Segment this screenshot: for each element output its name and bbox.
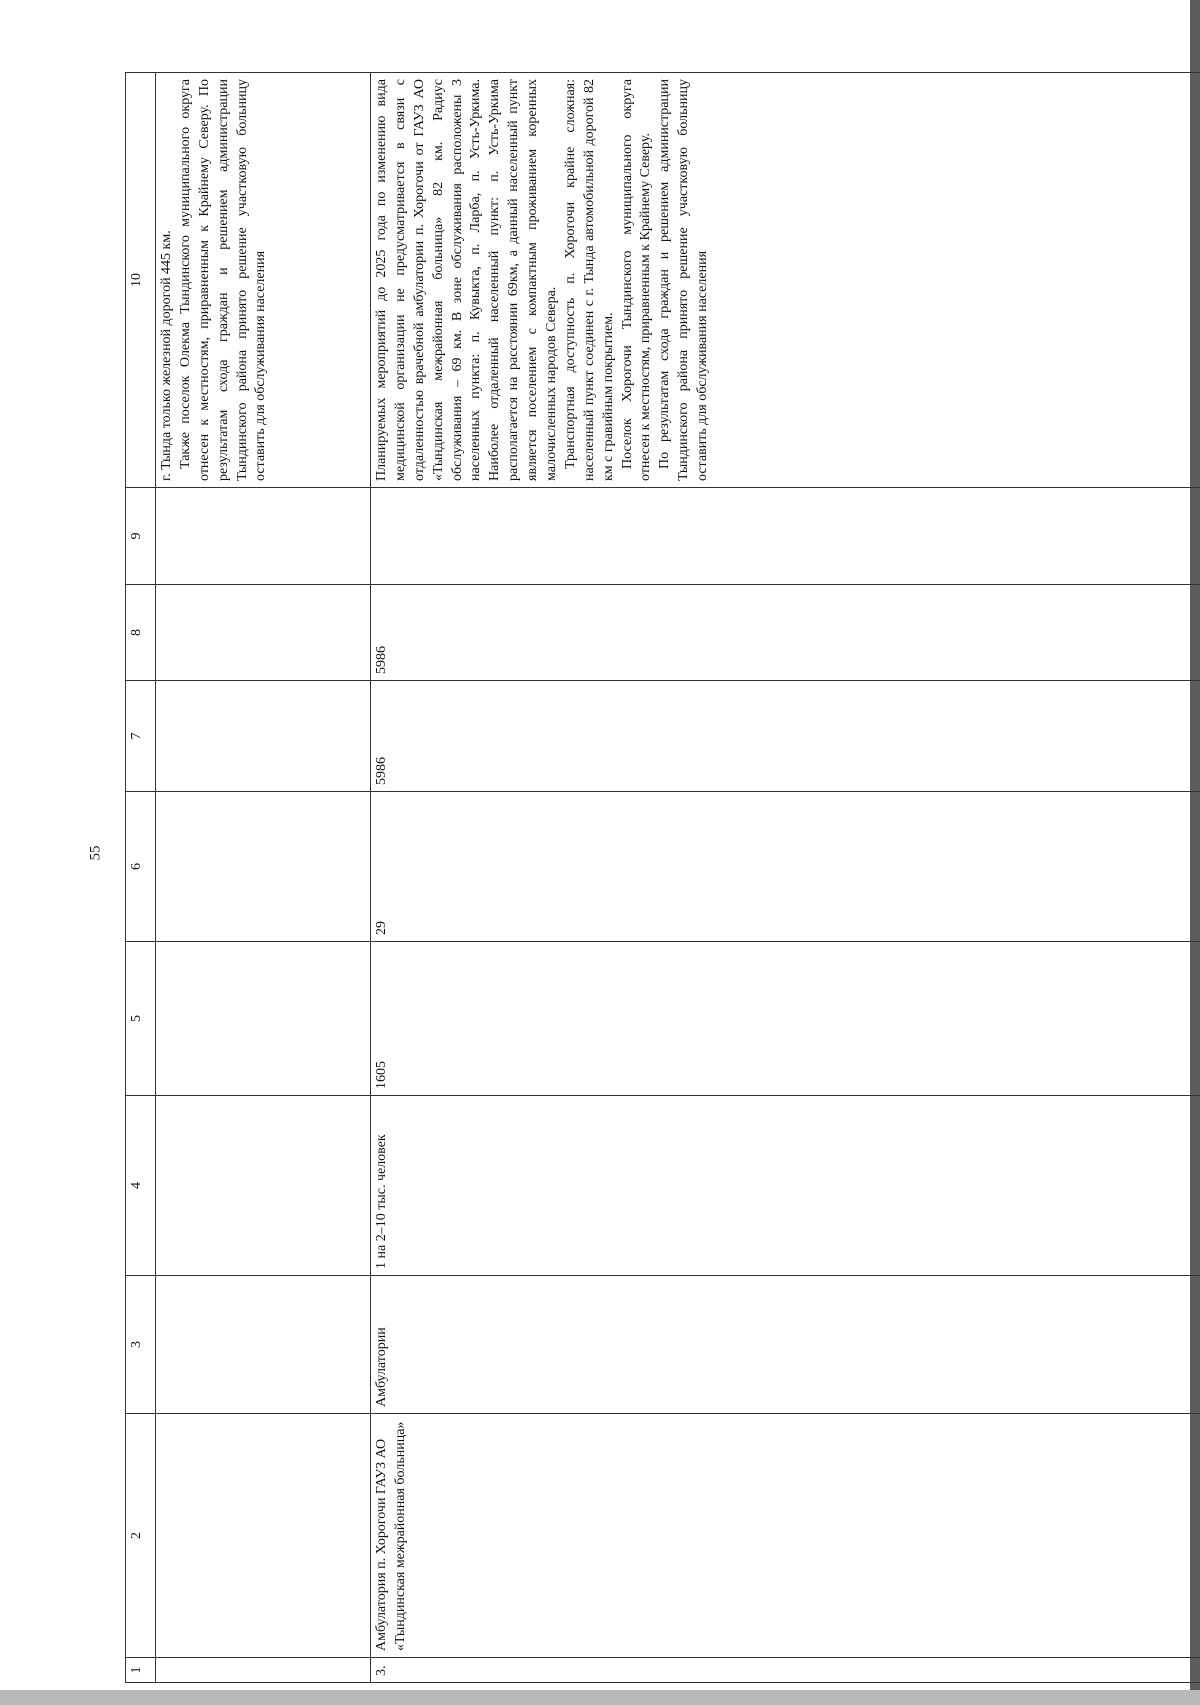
table-header-row <box>126 73 156 1683</box>
table-cell <box>156 942 371 1096</box>
scan-border-bottom <box>0 1690 1200 1705</box>
column-header: 3 <box>126 1276 156 1414</box>
table-cell-remarks <box>371 73 1200 488</box>
table-row <box>156 73 371 1683</box>
column-header: 8 <box>126 585 156 681</box>
table-cell: 1605 <box>371 942 1200 1096</box>
table-row <box>371 73 1200 1683</box>
table-cell <box>156 1658 371 1683</box>
column-header: 10 <box>126 73 156 488</box>
column-header: 5 <box>126 942 156 1096</box>
table-cell <box>156 1414 371 1658</box>
remark-paragraph: Поселок Хорогочи Тындинского муниципального округа отнесен к местностям, приравненным к Крайнему Северу. <box>619 79 654 481</box>
table-cell: 29 <box>371 792 1200 942</box>
column-header: 9 <box>126 488 156 585</box>
remark-paragraph: Также поселок Олекма Тындинского муниципального округа отнесен к местностям, приравненным к Крайнему Северу. По результатам схода граждан и решением администрации Тындинского района принято решение участковую больницу оставить для обслуживания населения <box>177 79 269 481</box>
remark-paragraph: Транспортная доступность п. Хорогочи крайне сложная: населенный пункт соединен с г. Тында автомобильной дорогой 82 км с гравийным покрытием. <box>562 79 616 481</box>
column-header: 6 <box>126 792 156 942</box>
table-cell <box>156 1096 371 1276</box>
table-cell <box>156 681 371 792</box>
table-cell <box>156 488 371 585</box>
page-number: 55 <box>87 845 104 861</box>
service-norm: 1 на 2–10 тыс. человек <box>371 1096 1200 1276</box>
column-header: 4 <box>126 1096 156 1276</box>
table-cell-remarks <box>156 73 371 488</box>
facility-name: Амбулатория п. Хорогочи ГАУЗ АО «Тындинская межрайонная больница» <box>371 1414 1200 1658</box>
table-cell <box>156 792 371 942</box>
table-cell: 5986 <box>371 681 1200 792</box>
row-number: 3. <box>371 1658 1200 1683</box>
data-table <box>125 72 1200 1683</box>
column-header: 1 <box>126 1658 156 1683</box>
column-header: 2 <box>126 1414 156 1658</box>
column-header: 7 <box>126 681 156 792</box>
table-cell <box>156 1276 371 1414</box>
remark-paragraph: Планируемых мероприятий до 2025 года по изменению вида медицинской организации не предусматривается в связи с отдаленностью врачебной амбулатории п. Хорогочи от ГАУЗ АО «Тындинская межрайонная больница» 82 км. Радиус обслуживания – 69 км. В зоне обслуживания расположены 3 населенных пункта: п. Кувыкта, п. Ларба, п. Усть-Уркима. Наиболее отдаленный населенный пункт: п. Усть-Уркима располагается на расстоянии 69км, а данный населенный пункт является поселением с компактным проживанием коренных малочисленных народов Севера. <box>374 79 560 481</box>
remark-paragraph: г. Тында только железной дорогой 445 км. <box>159 230 174 481</box>
facility-type: Амбулатории <box>371 1276 1200 1414</box>
rotated-table-container <box>125 73 1200 1683</box>
table-cell: 5986 <box>371 585 1200 681</box>
table-cell <box>156 585 371 681</box>
table-cell <box>371 488 1200 585</box>
remark-paragraph: По результатам схода граждан и решением администрации Тындинского района принято решение участковую больницу оставить для обслуживания населения <box>657 79 711 481</box>
